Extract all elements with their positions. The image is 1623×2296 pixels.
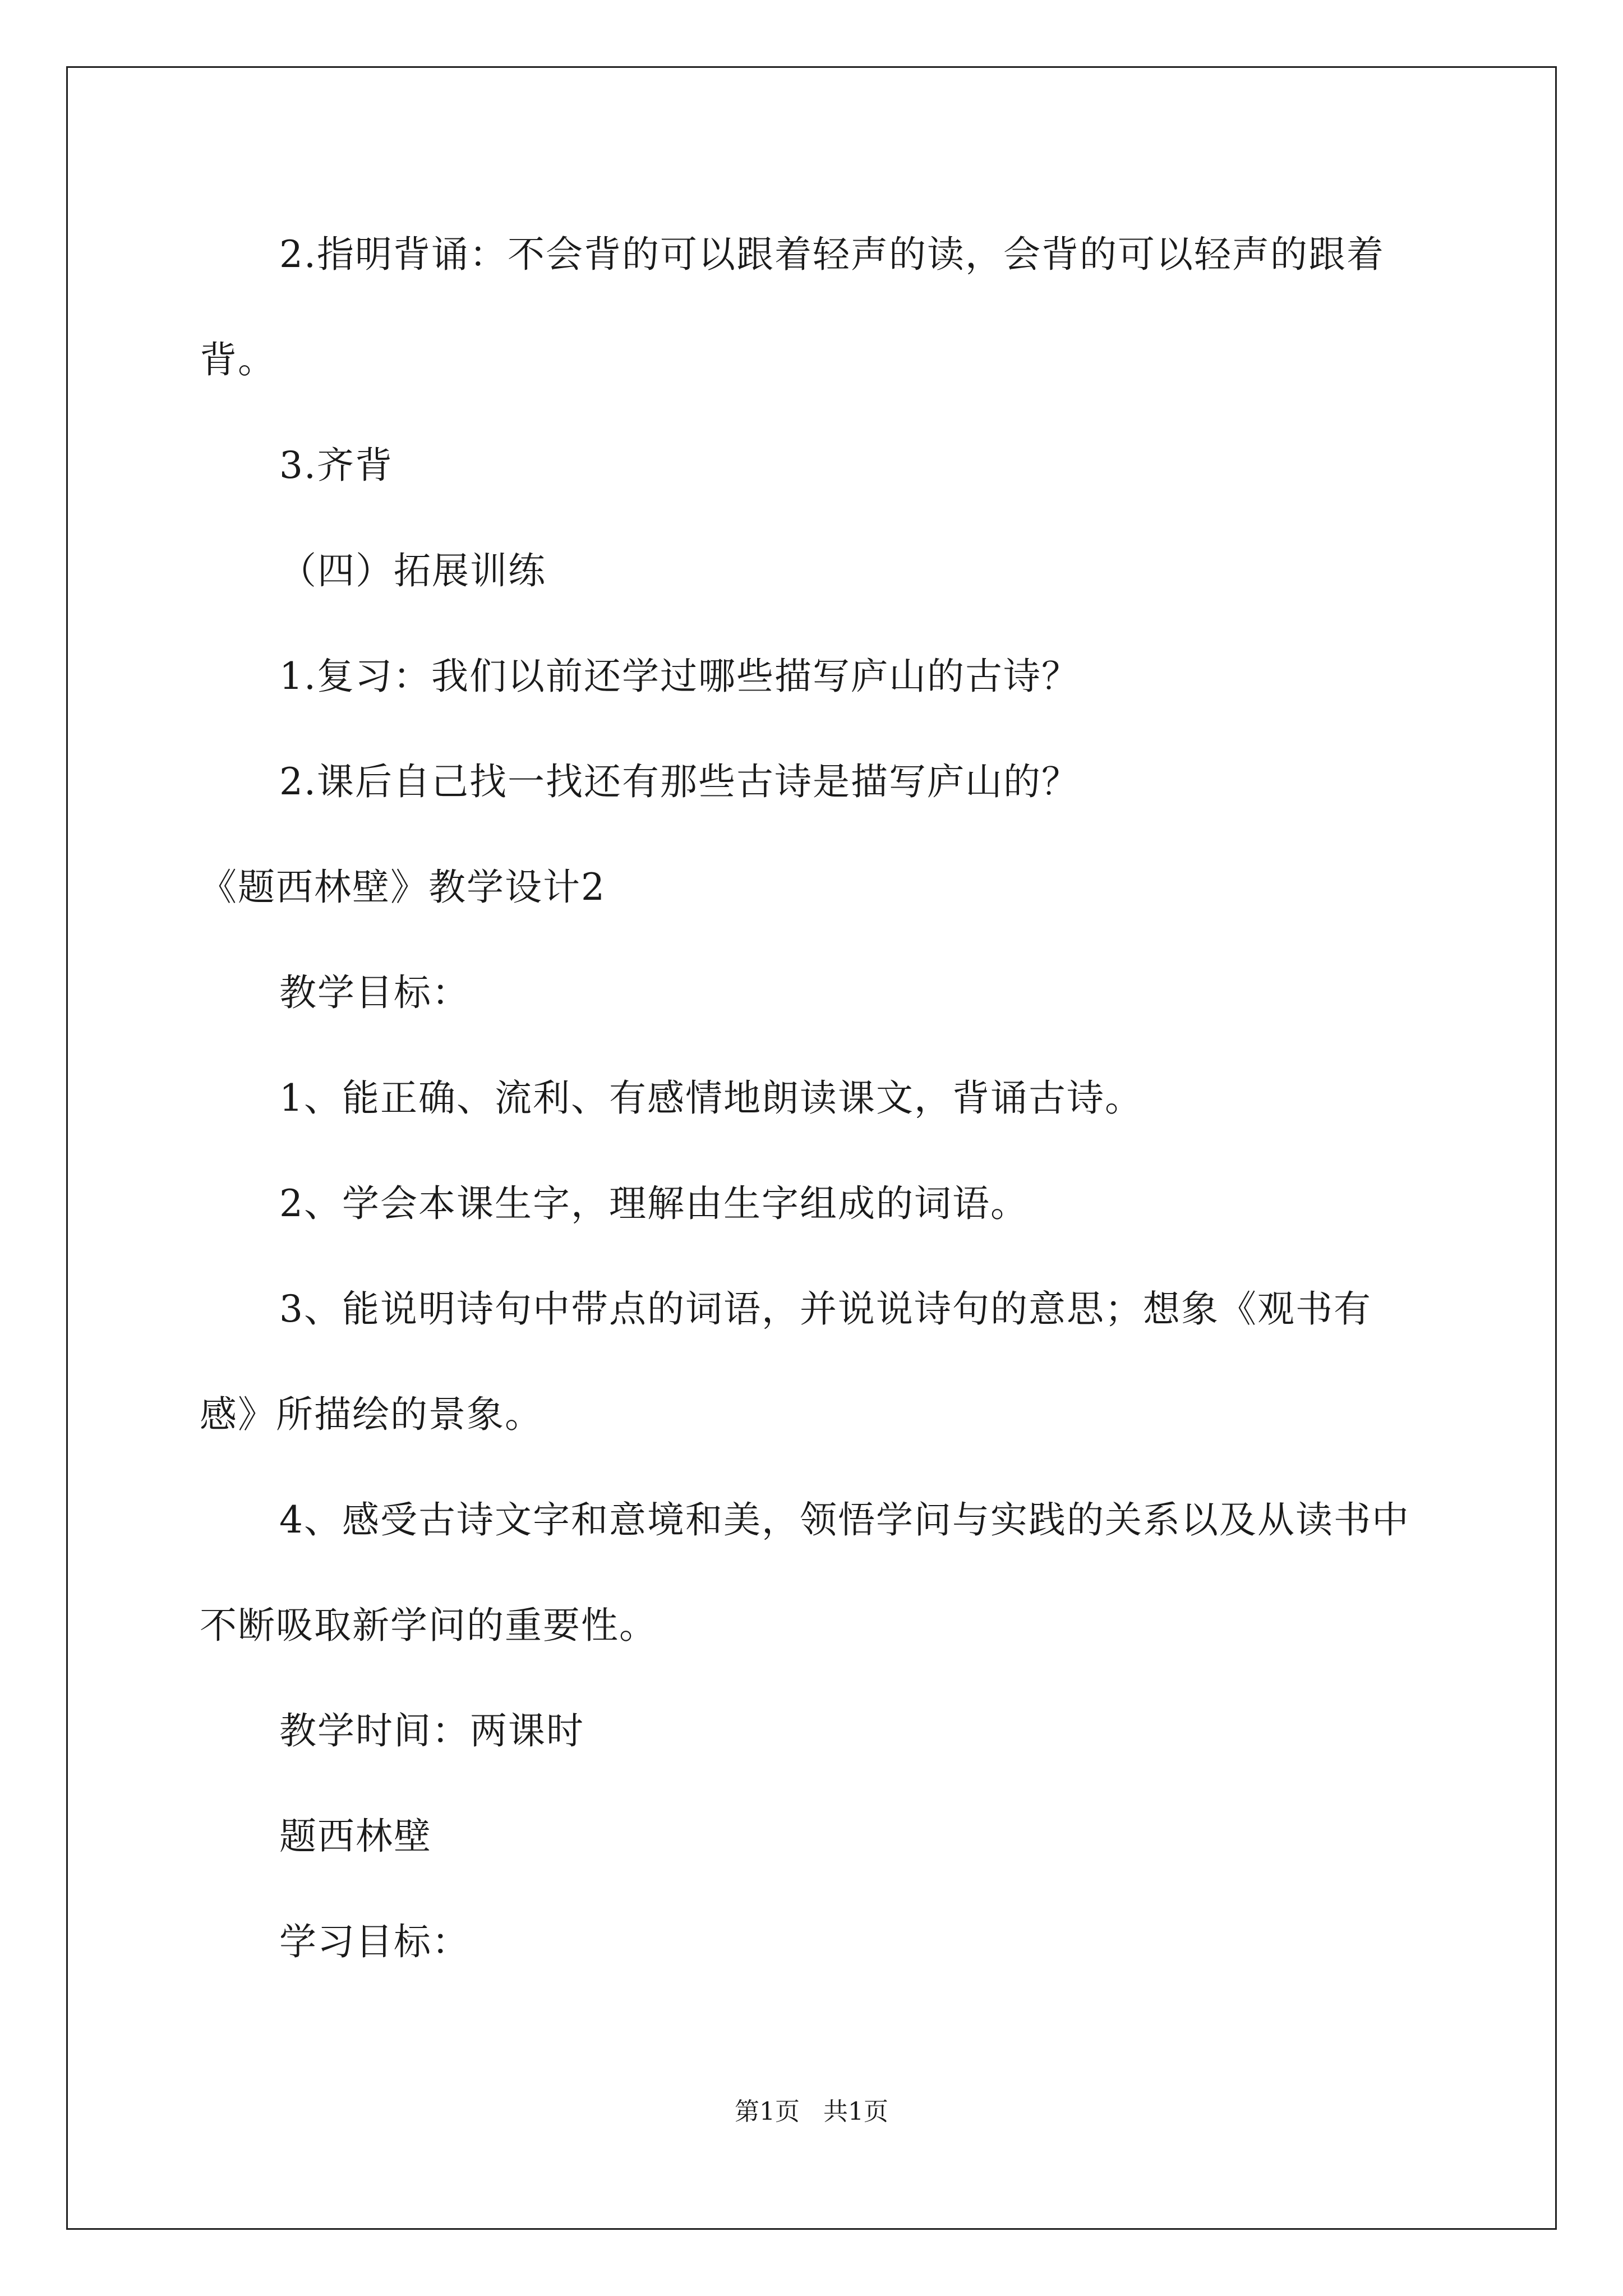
paragraph: 3.齐背: [279, 444, 393, 487]
section-heading: （四）拓展训练: [279, 549, 546, 592]
list-item: 2、学会本课生字，理解由生字组成的词语。: [279, 1182, 1029, 1225]
list-item: 4、感受古诗文字和意境和美，领悟学问与实践的关系以及从读书中不断吸取新学问的重要性。: [200, 1498, 1410, 1647]
paragraph: 2.指明背诵：不会背的可以跟着轻声的读，会背的可以轻声的跟着背。: [200, 233, 1385, 381]
section-heading: 学习目标：: [279, 1920, 470, 1963]
page-footer: [0, 2091, 1623, 2127]
paragraph: 2.课后自己找一找还有那些古诗是描写庐山的？: [279, 760, 1080, 803]
paragraph: 1.复习：我们以前还学过哪些描写庐山的古诗？: [279, 655, 1080, 698]
document-title: 《题西林壁》教学设计2: [200, 866, 606, 909]
section-heading: 教学目标：: [279, 971, 470, 1014]
section-heading: 题西林壁: [279, 1815, 432, 1858]
document-body: [200, 202, 1428, 1995]
page-number-current: 第1页: [735, 2097, 800, 2126]
page-number-total: 共1页: [823, 2097, 888, 2126]
list-item: 3、能说明诗句中带点的词语，并说说诗句的意思；想象《观书有感》所描绘的景象。: [200, 1287, 1372, 1436]
list-item: 1、能正确、流利、有感情地朗读课文，背诵古诗。: [279, 1076, 1143, 1120]
paragraph: 教学时间：两课时: [279, 1709, 584, 1752]
